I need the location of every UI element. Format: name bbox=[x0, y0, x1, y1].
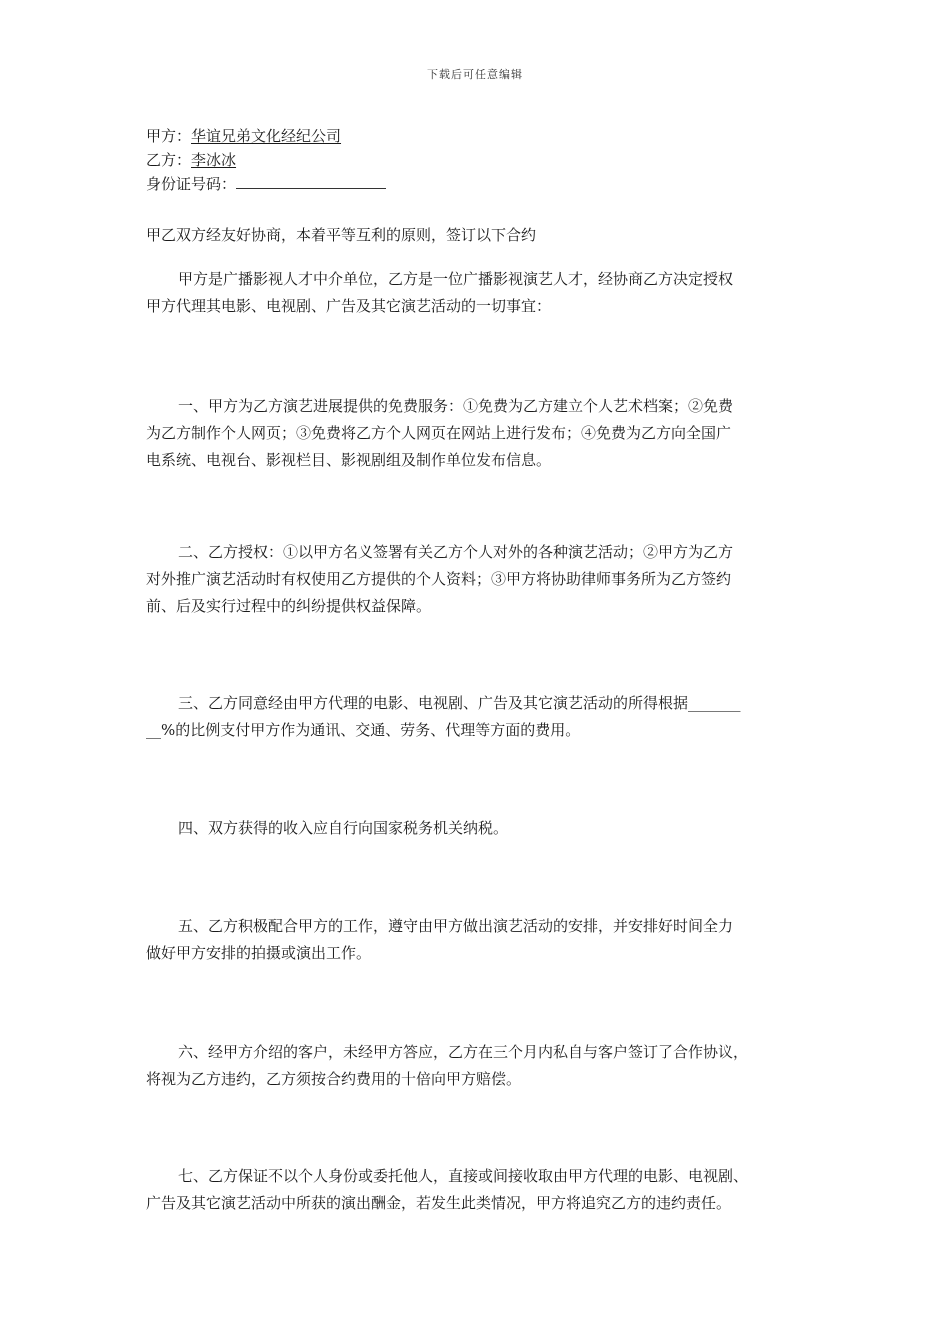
clause-6 bbox=[146, 1039, 806, 1093]
clause-4 bbox=[146, 815, 806, 842]
clause-5 bbox=[146, 913, 806, 967]
party-b-line bbox=[146, 148, 386, 172]
preamble-line-2: 甲方代理其电影、电视剧、广告及其它演艺活动的一切事宜： bbox=[146, 297, 552, 315]
clause-7 bbox=[146, 1163, 806, 1217]
clause-5-line-1: 五、乙方积极配合甲方的工作，遵守由甲方做出演艺活动的安排，并安排好时间全力 bbox=[178, 917, 734, 935]
clause-3 bbox=[146, 690, 806, 744]
clause-4-line-1: 四、双方获得的收入应自行向国家税务机关纳税。 bbox=[178, 819, 509, 837]
id-number-line bbox=[146, 172, 386, 196]
clause-2-line-3: 前、后及实行过程中的纠纷提供权益保障。 bbox=[146, 597, 432, 615]
contract-intro: 甲乙双方经友好协商，本着平等互利的原则，签订以下合约 bbox=[146, 226, 537, 244]
preamble-paragraph bbox=[146, 266, 806, 320]
party-block bbox=[146, 124, 386, 196]
clause-7-line-2: 广告及其它演艺活动中所获的演出酬金，若发生此类情况，甲方将追究乙方的违约责任。 bbox=[146, 1194, 732, 1212]
clause-3-line-2: __%的比例支付甲方作为通讯、交通、劳务、代理等方面的费用。 bbox=[146, 721, 581, 739]
id-number-label: 身份证号码： bbox=[146, 175, 237, 193]
preamble-line-1: 甲方是广播影视人才中介单位，乙方是一位广播影视演艺人才，经协商乙方决定授权 bbox=[178, 270, 734, 288]
clause-7-line-1: 七、乙方保证不以个人身份或委托他人，直接或间接收取由甲方代理的电影、电视剧、 bbox=[178, 1167, 749, 1185]
party-b-name: 李冰冰 bbox=[191, 151, 237, 169]
clause-1 bbox=[146, 393, 806, 474]
clause-1-line-2: 为乙方制作个人网页；③免费将乙方个人网页在网站上进行发布；④免费为乙方向全国广 bbox=[146, 424, 732, 442]
clause-2-line-2: 对外推广演艺活动时有权使用乙方提供的个人资料；③甲方将协助律师事务所为乙方签约 bbox=[146, 570, 732, 588]
clause-6-line-1: 六、经甲方介绍的客户，未经甲方答应，乙方在三个月内私自与客户签订了合作协议， bbox=[178, 1043, 749, 1061]
party-a-label: 甲方： bbox=[146, 127, 192, 145]
id-number-blank bbox=[236, 174, 386, 189]
party-b-label: 乙方： bbox=[146, 151, 192, 169]
clause-2-line-1: 二、乙方授权：①以甲方名义签署有关乙方个人对外的各种演艺活动；②甲方为乙方 bbox=[178, 543, 734, 561]
clause-2 bbox=[146, 539, 806, 620]
clause-6-line-2: 将视为乙方违约，乙方须按合约费用的十倍向甲方赔偿。 bbox=[146, 1070, 522, 1088]
party-a-line bbox=[146, 124, 386, 148]
download-note: 下载后可任意编辑 bbox=[427, 68, 523, 81]
clause-5-line-2: 做好甲方安排的拍摄或演出工作。 bbox=[146, 944, 372, 962]
clause-3-line-1: 三、乙方同意经由甲方代理的电影、电视剧、广告及其它演艺活动的所得根据_______ bbox=[178, 694, 741, 712]
party-a-name: 华谊兄弟文化经纪公司 bbox=[191, 127, 342, 145]
clause-1-line-3: 电系统、电视台、影视栏目、影视剧组及制作单位发布信息。 bbox=[146, 451, 552, 469]
clause-1-line-1: 一、甲方为乙方演艺进展提供的免费服务：①免费为乙方建立个人艺术档案；②免费 bbox=[178, 397, 734, 415]
